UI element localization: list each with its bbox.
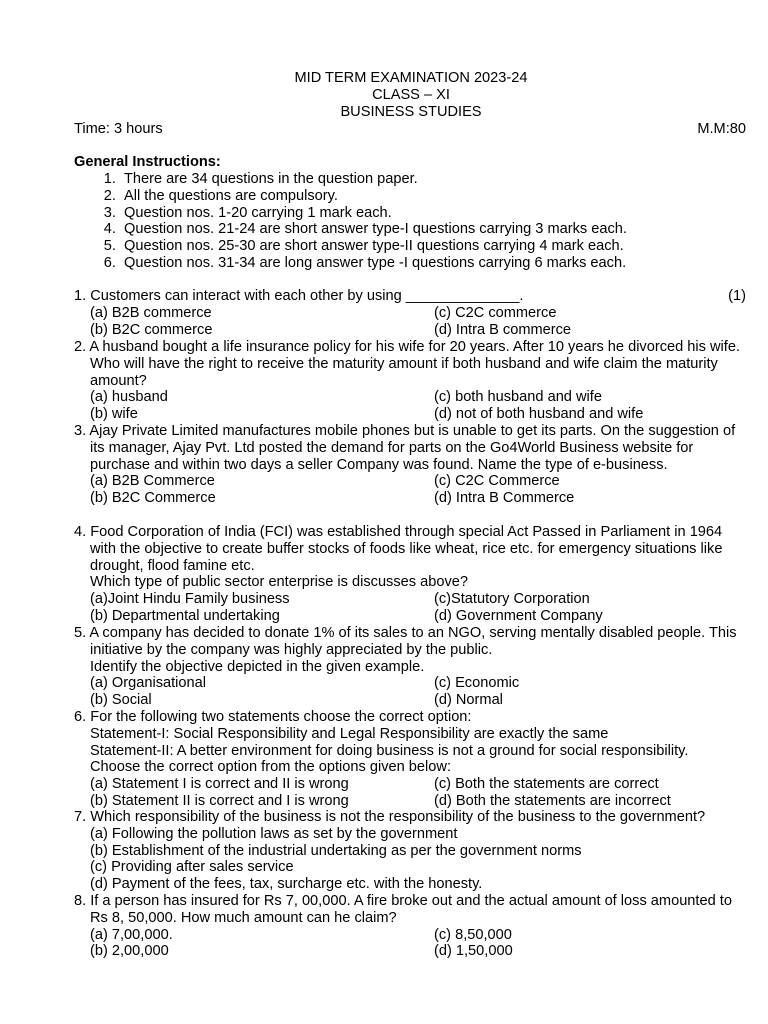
question-3 <box>74 423 746 507</box>
question-text: 2. A husband bought a life insurance policy for his wife for 20 years. After 10 years he divorced his wife. Who will have the right to receive the maturity amount if both husband and wife claim the maturity amount? <box>74 339 741 389</box>
option-b: (b) wife <box>90 406 138 423</box>
question-8 <box>74 893 746 960</box>
options <box>74 473 746 507</box>
instruction-item: 3. Question nos. 1-20 carrying 1 mark each. <box>120 205 720 222</box>
option-d: (d) Payment of the fees, tax, surcharge etc. with the honesty. <box>90 876 483 893</box>
option-d: (d) Normal <box>434 692 503 709</box>
option-b: (b) 2,00,000 <box>90 943 169 960</box>
question-text: 6. For the following two statements choose the correct option: <box>74 709 472 725</box>
instructions-list <box>96 171 720 272</box>
instruction-item: 1. There are 34 questions in the question paper. <box>120 171 720 188</box>
question-subtext: Identify the objective depicted in the given example. <box>90 658 425 675</box>
instruction-item: 6. Question nos. 31-34 are long answer type -I questions carrying 6 marks each. <box>120 255 720 272</box>
options <box>74 389 746 423</box>
option-b: (b) Statement II is correct and I is wrong <box>90 792 349 809</box>
question-7 <box>74 809 746 893</box>
option-d: (d) not of both husband and wife <box>434 406 644 423</box>
options <box>74 591 746 625</box>
option-d: (d) 1,50,000 <box>434 943 513 960</box>
option-d: (d) Both the statements are incorrect <box>434 792 671 809</box>
question-subtext: Choose the correct option from the options given below: <box>90 759 451 776</box>
option-b: (b) Social <box>90 692 152 709</box>
option-c: (c)Statutory Corporation <box>434 591 590 608</box>
options <box>74 675 746 709</box>
options <box>74 305 746 339</box>
question-marks: (1) <box>728 288 746 304</box>
options <box>74 927 746 961</box>
exam-time: Time: 3 hours <box>74 121 163 137</box>
option-c: (c) 8,50,000 <box>434 926 512 943</box>
question-text: 4. Food Corporation of India (FCI) was established through special Act Passed in Parliament in 1964 with the objective to create buffer stocks of foods like wheat, rice etc. for emergency situations like drought, flood famine etc. <box>74 524 723 574</box>
option-a: (a) 7,00,000. <box>90 926 173 943</box>
question-5 <box>74 625 746 709</box>
option-a: (a) B2B Commerce <box>90 473 215 490</box>
option-a: (a)Joint Hindu Family business <box>90 591 290 608</box>
option-c: (c) Providing after sales service <box>90 859 294 876</box>
instructions-title: General Instructions: <box>74 154 221 170</box>
option-a: (a) Following the pollution laws as set by the government <box>90 825 458 842</box>
option-b: (b) B2C commerce <box>90 321 213 338</box>
option-d: (d) Intra B commerce <box>434 321 572 338</box>
statement-2: Statement-II: A better environment for doing business is not a ground for social responsibility. <box>90 742 689 759</box>
question-6 <box>74 709 746 810</box>
statement-1: Statement-I: Social Responsibility and Legal Responsibility are exactly the same <box>90 725 609 742</box>
option-a: (a) B2B commerce <box>90 304 212 321</box>
option-a: (a) husband <box>90 389 168 406</box>
option-c: (c) both husband and wife <box>434 389 602 406</box>
question-text: 1. Customers can interact with each other by using ______________. <box>74 288 524 304</box>
exam-class: CLASS – XI <box>372 87 450 103</box>
question-text: 8. If a person has insured for Rs 7, 00,000. A fire broke out and the actual amount of loss amounted to Rs 8, 50,000. How much amount can he claim? <box>74 893 732 926</box>
question-2 <box>74 339 746 423</box>
option-c: (c) C2C Commerce <box>434 473 560 490</box>
option-b: (b) B2C Commerce <box>90 490 216 507</box>
exam-title: MID TERM EXAMINATION 2023-24 <box>294 70 528 86</box>
option-a: (a) Organisational <box>90 675 206 692</box>
option-b: (b) Departmental undertaking <box>90 607 280 624</box>
time-line <box>74 121 746 138</box>
option-b: (b) Establishment of the industrial undertaking as per the government norms <box>90 842 582 859</box>
instruction-item: 2. All the questions are compulsory. <box>120 188 720 205</box>
question-subtext: Which type of public sector enterprise is discusses above? <box>90 574 468 591</box>
option-a: (a) Statement I is correct and II is wrong <box>90 776 349 793</box>
question-text: 5. A company has decided to donate 1% of its sales to an NGO, serving mentally disabled people. This initiative by the company was highly appreciated by the public. <box>74 625 737 658</box>
instruction-item: 4. Question nos. 21-24 are short answer type-I questions carrying 3 marks each. <box>120 221 720 238</box>
question-4 <box>74 524 746 625</box>
option-d: (d) Intra B Commerce <box>434 490 575 507</box>
question-1 <box>74 288 746 338</box>
question-text: 3. Ajay Private Limited manufactures mobile phones but is unable to get its parts. On the suggestion of its manager, Ajay Pvt. Ltd posted the demand for parts on the Go4World Business website for purchase and within two days a seller Company was found. Name the type of e-business. <box>74 423 736 473</box>
question-text: 7. Which responsibility of the business is not the responsibility of the business to the government? <box>74 809 706 825</box>
option-d: (d) Government Company <box>434 607 603 624</box>
option-c: (c) C2C commerce <box>434 304 557 321</box>
instruction-item: 5. Question nos. 25-30 are short answer type-II questions carrying 4 mark each. <box>120 238 720 255</box>
exam-subject: BUSINESS STUDIES <box>340 104 482 120</box>
option-c: (c) Economic <box>434 675 520 692</box>
option-c: (c) Both the statements are correct <box>434 776 659 793</box>
max-marks: M.M:80 <box>697 121 746 137</box>
options <box>74 776 746 810</box>
